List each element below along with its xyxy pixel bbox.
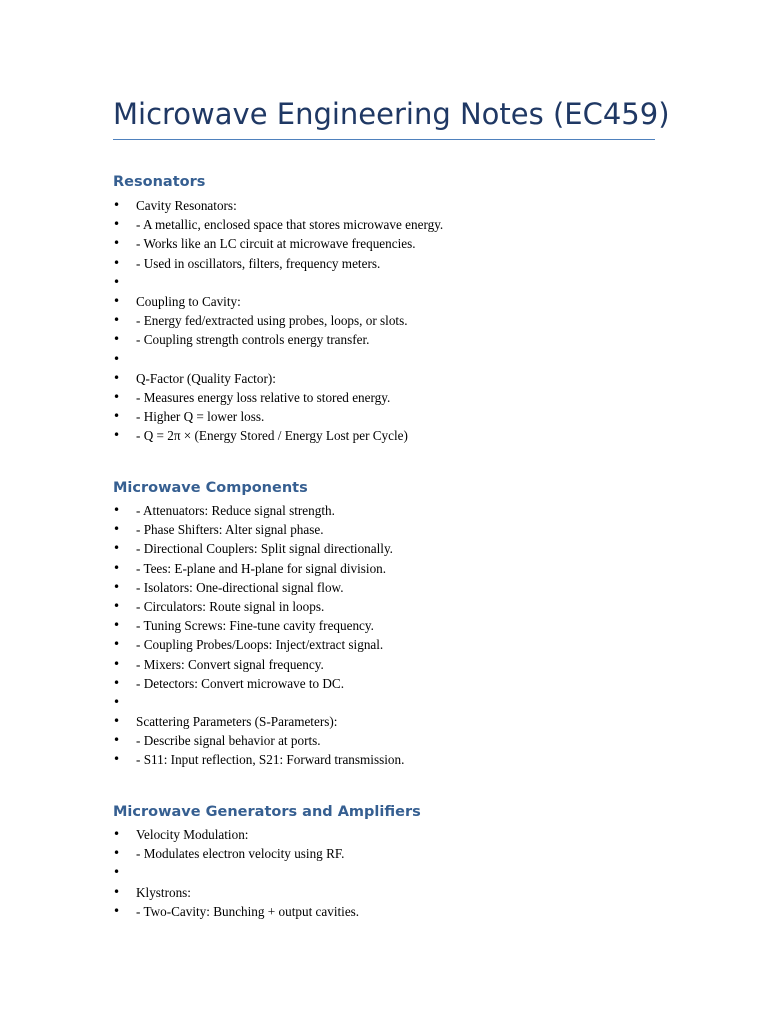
bullet-icon: •	[113, 827, 121, 841]
section-heading-generators-amplifiers: Microwave Generators and Amplifiers	[113, 804, 421, 820]
list-item-text: - Modulates electron velocity using RF.	[136, 846, 345, 862]
bullet-icon: •	[113, 351, 121, 366]
list-item	[113, 616, 673, 635]
resonators-list	[113, 196, 673, 445]
list-item	[113, 350, 673, 369]
list-item	[113, 674, 673, 693]
bullet-icon: •	[113, 560, 121, 575]
list-item-text: - Phase Shifters: Alter signal phase.	[136, 522, 324, 538]
list-item	[113, 311, 673, 330]
bullet-icon: •	[113, 236, 121, 251]
list-item	[113, 635, 673, 654]
bullet-icon: •	[113, 428, 121, 443]
list-item	[113, 539, 673, 558]
list-item	[113, 369, 673, 388]
bullet-icon: •	[113, 903, 121, 918]
list-item-text: - Circulators: Route signal in loops.	[136, 598, 325, 614]
bullet-icon: •	[113, 714, 121, 729]
list-item	[113, 501, 673, 520]
list-item	[113, 597, 673, 616]
list-item	[113, 825, 673, 844]
bullet-icon: •	[113, 598, 121, 613]
list-item	[113, 712, 673, 731]
bullet-icon: •	[113, 694, 121, 709]
bullet-icon: •	[113, 675, 121, 690]
list-item-text: Coupling to Cavity:	[136, 293, 241, 309]
bullet-icon: •	[113, 255, 121, 270]
list-item	[113, 407, 673, 426]
bullet-icon: •	[113, 198, 121, 212]
list-item-text: - S11: Input reflection, S21: Forward transmission.	[136, 752, 405, 768]
list-item-text: - Isolators: One-directional signal flow.	[136, 579, 344, 595]
list-item	[113, 330, 673, 349]
list-item	[113, 693, 673, 712]
bullet-icon: •	[113, 846, 121, 861]
list-item-text: - Attenuators: Reduce signal strength.	[136, 503, 335, 518]
bullet-icon: •	[113, 637, 121, 652]
list-item	[113, 254, 673, 273]
list-item-text: - Describe signal behavior at ports.	[136, 733, 321, 749]
list-item-text: - Directional Couplers: Split signal directionally.	[136, 541, 393, 557]
list-item-text: Cavity Resonators:	[136, 198, 237, 213]
bullet-icon: •	[113, 884, 121, 899]
list-item	[113, 883, 673, 902]
section-heading-microwave-components: Microwave Components	[113, 480, 308, 496]
bullet-icon: •	[113, 503, 121, 517]
bullet-icon: •	[113, 579, 121, 594]
bullet-icon: •	[113, 733, 121, 748]
list-item-text: - Mixers: Convert signal frequency.	[136, 656, 324, 672]
list-item	[113, 559, 673, 578]
bullet-icon: •	[113, 752, 121, 767]
bullet-icon: •	[113, 370, 121, 385]
bullet-icon: •	[113, 293, 121, 308]
list-item-text: - Two-Cavity: Bunching + output cavities.	[136, 903, 360, 919]
bullet-icon: •	[113, 656, 121, 671]
list-item-text: - Detectors: Convert microwave to DC.	[136, 675, 345, 691]
list-item-text: - Higher Q = lower loss.	[136, 409, 265, 425]
list-item	[113, 750, 673, 769]
list-item	[113, 388, 673, 407]
bullet-icon: •	[113, 541, 121, 556]
list-item-text: - Used in oscillators, filters, frequency meters.	[136, 255, 381, 271]
bullet-icon: •	[113, 332, 121, 347]
list-item	[113, 863, 673, 882]
list-item	[113, 426, 673, 445]
document-title: Microwave Engineering Notes (EC459)	[113, 97, 670, 131]
list-item	[113, 902, 673, 921]
list-item-text: Velocity Modulation:	[136, 827, 249, 842]
list-item-text: - Measures energy loss relative to stored energy.	[136, 389, 391, 405]
microwave-components-list	[113, 501, 673, 770]
list-item-text: Klystrons:	[136, 884, 191, 900]
list-item-text: Q-Factor (Quality Factor):	[136, 370, 276, 386]
list-item-text: - Tuning Screws: Fine-tune cavity frequency.	[136, 618, 374, 634]
bullet-icon: •	[113, 409, 121, 424]
list-item	[113, 215, 673, 234]
bullet-icon: •	[113, 618, 121, 633]
list-item	[113, 196, 673, 215]
list-item-text: - Coupling strength controls energy transfer.	[136, 332, 370, 348]
list-item	[113, 655, 673, 674]
list-item	[113, 292, 673, 311]
list-item-text: - Q = 2π × (Energy Stored / Energy Lost per Cycle)	[136, 428, 408, 444]
list-item	[113, 844, 673, 863]
list-item-text: - Energy fed/extracted using probes, loops, or slots.	[136, 313, 408, 329]
section-heading-resonators: Resonators	[113, 174, 206, 190]
list-item	[113, 234, 673, 253]
bullet-icon: •	[113, 865, 121, 880]
title-underline	[113, 139, 655, 140]
bullet-icon: •	[113, 274, 121, 289]
list-item	[113, 578, 673, 597]
list-item-text: - A metallic, enclosed space that stores microwave energy.	[136, 217, 444, 233]
bullet-icon: •	[113, 217, 121, 232]
list-item	[113, 520, 673, 539]
list-item	[113, 273, 673, 292]
bullet-icon: •	[113, 522, 121, 537]
list-item-text: - Works like an LC circuit at microwave frequencies.	[136, 236, 416, 252]
generators-amplifiers-list	[113, 825, 673, 921]
list-item-text: - Coupling Probes/Loops: Inject/extract signal.	[136, 637, 384, 653]
bullet-icon: •	[113, 389, 121, 404]
list-item-text: Scattering Parameters (S-Parameters):	[136, 714, 338, 730]
list-item-text: - Tees: E-plane and H-plane for signal division.	[136, 560, 387, 576]
bullet-icon: •	[113, 313, 121, 328]
list-item	[113, 731, 673, 750]
